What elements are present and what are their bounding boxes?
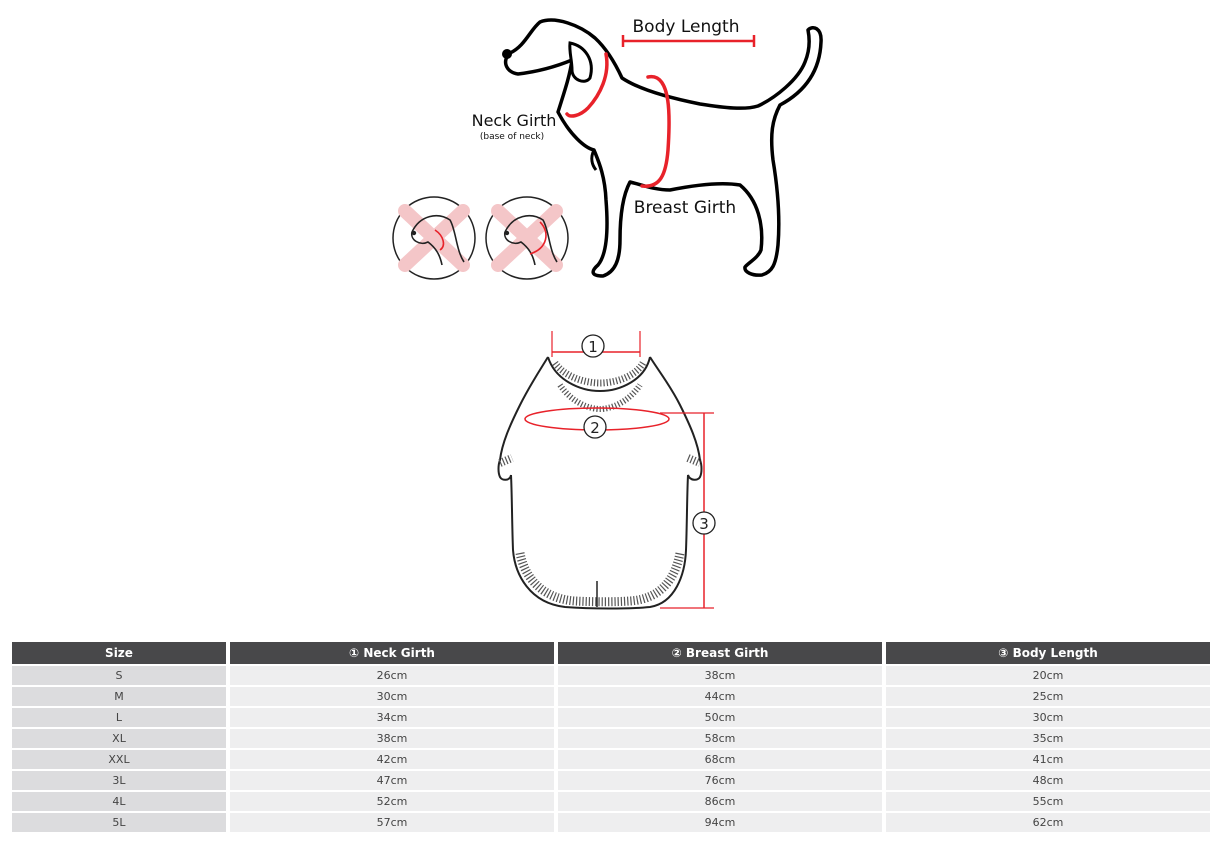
size-cell: L [12,708,226,727]
breast-girth-cell: 50cm [558,708,882,727]
wrong-example-1 [393,197,475,279]
breast-girth-cell: 68cm [558,750,882,769]
body-length-label: Body Length [632,17,740,37]
breast-girth-cell: 44cm [558,687,882,706]
length-marker: 3 [699,515,709,533]
size-cell: XL [12,729,226,748]
size-cell: 4L [12,792,226,811]
table-row [12,729,1210,748]
table-row [12,771,1210,790]
neck-girth-cell: 57cm [230,813,554,832]
table-row [12,708,1210,727]
dog-measurement-diagram [380,10,840,290]
table-row [12,687,1210,706]
neck-girth-cell: 30cm [230,687,554,706]
body-length-cell: 35cm [886,729,1210,748]
body-length-cell: 25cm [886,687,1210,706]
table-row [12,813,1210,832]
breast-girth-label: Breast Girth [633,198,737,218]
neck-girth-cell: 42cm [230,750,554,769]
table-row [12,666,1210,685]
body-length-cell: 20cm [886,666,1210,685]
header-neck-girth: ① Neck Girth [230,642,554,664]
breast-girth-cell: 58cm [558,729,882,748]
neck-girth-cell: 34cm [230,708,554,727]
header-size: Size [12,642,226,664]
breast-girth-cell: 38cm [558,666,882,685]
body-length-cell: 30cm [886,708,1210,727]
breast-girth-cell: 94cm [558,813,882,832]
header-body-length: ③ Body Length [886,642,1210,664]
body-length-cell: 62cm [886,813,1210,832]
breast-marker: 2 [590,419,600,437]
breast-girth-cell: 76cm [558,771,882,790]
table-row [12,750,1210,769]
neck-girth-note: (base of neck) [479,132,545,142]
size-cell: XXL [12,750,226,769]
size-cell: 3L [12,771,226,790]
garment-measurement-diagram [480,325,740,615]
neck-girth-cell: 47cm [230,771,554,790]
header-breast-girth: ② Breast Girth [558,642,882,664]
table-row [12,792,1210,811]
body-length-cell: 41cm [886,750,1210,769]
breast-girth-cell: 86cm [558,792,882,811]
body-length-cell: 48cm [886,771,1210,790]
table-header-row [12,642,1210,664]
neck-girth-cell: 26cm [230,666,554,685]
dog-nose [502,49,512,59]
size-cell: S [12,666,226,685]
size-cell: 5L [12,813,226,832]
neck-girth-cell: 38cm [230,729,554,748]
size-table [8,640,1214,834]
neck-girth-label: Neck Girth [471,111,557,130]
neck-girth-cell: 52cm [230,792,554,811]
size-cell: M [12,687,226,706]
wrong-example-2 [486,197,568,279]
neck-marker: 1 [588,338,598,356]
body-length-cell: 55cm [886,792,1210,811]
